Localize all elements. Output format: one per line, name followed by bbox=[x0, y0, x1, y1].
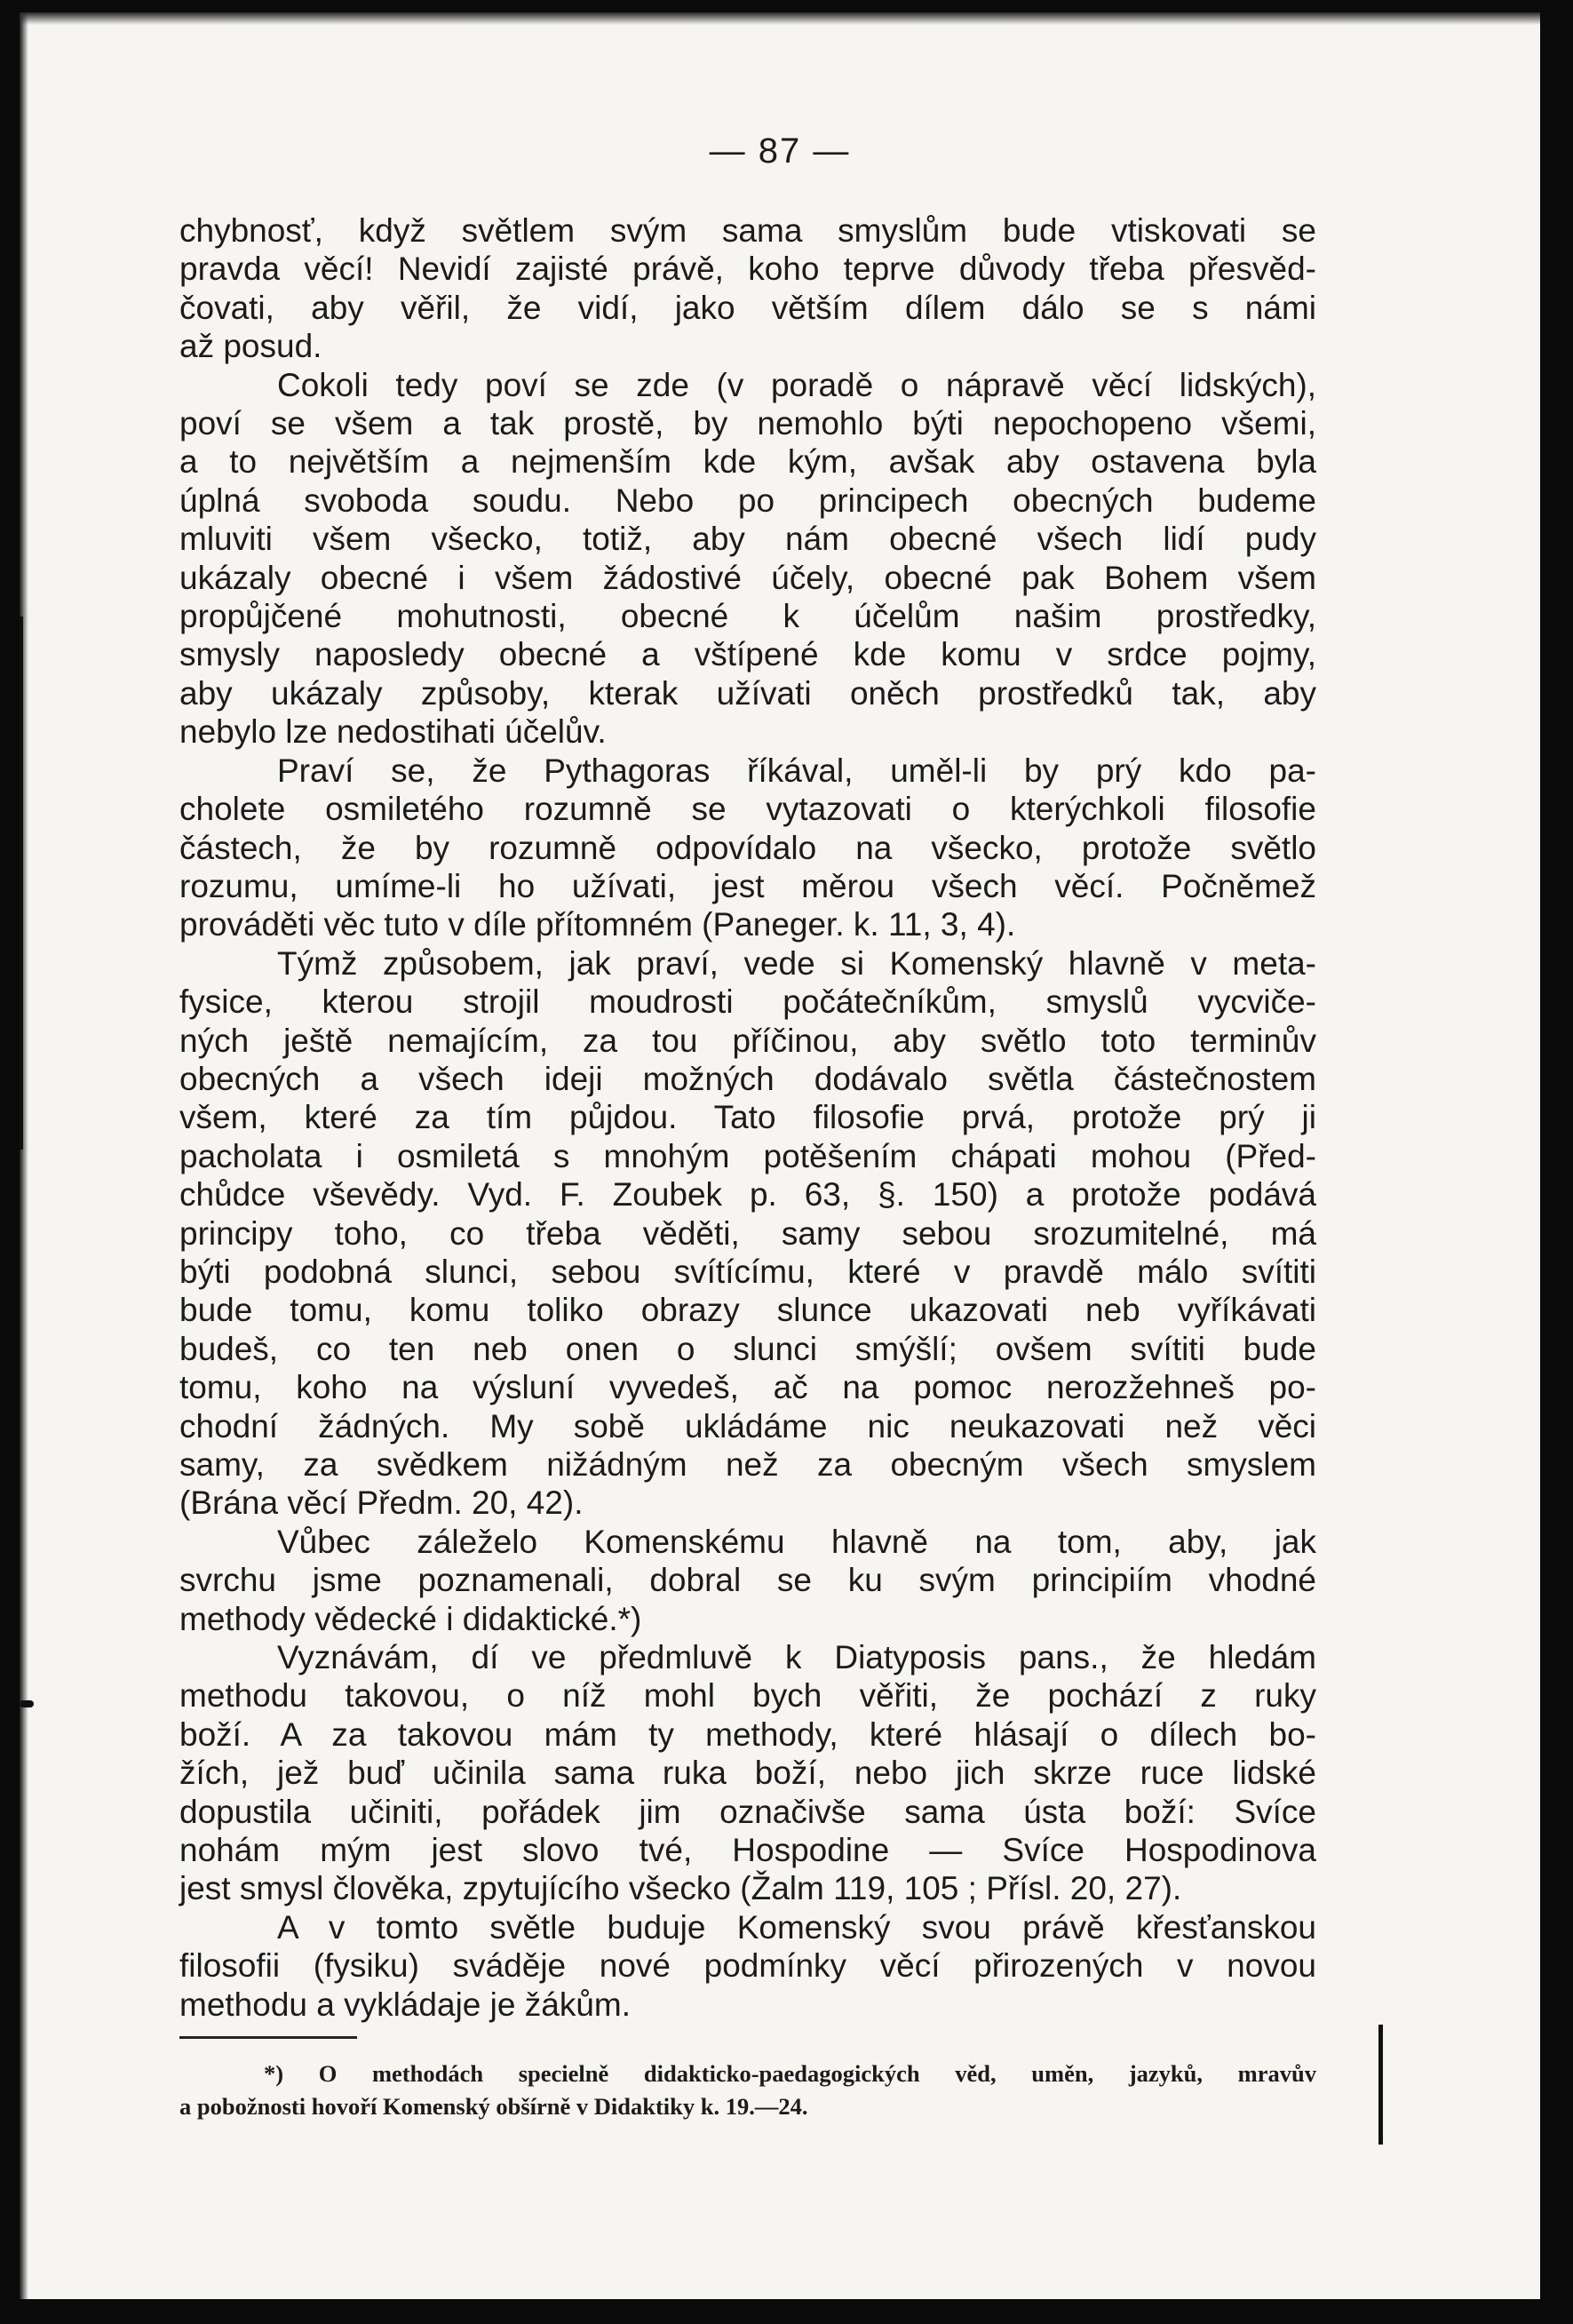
text-line: pacholata i osmiletá s mnohým potěšením chápati mohou (Před- bbox=[179, 1137, 1316, 1174]
scan-shadow-left bbox=[20, 12, 28, 2299]
text-line: částech, že by rozumně odpovídalo na všecko, protože světlo bbox=[179, 829, 1316, 866]
text-line: aby ukázaly způsoby, kterak užívati oněch prostředků tak, aby bbox=[179, 674, 1316, 712]
text-line: tomu, koho na výsluní vyvedeš, ač na pomoc nerozžehneš po- bbox=[179, 1369, 1316, 1406]
text-line: obecných a všech ideji možných dodávalo světla částečnostem bbox=[179, 1060, 1316, 1097]
text-line: smysly naposledy obecné a vštípené kde komu v srdce pojmy, bbox=[179, 636, 1316, 673]
footnote bbox=[179, 2057, 1316, 2123]
text-line: a to největším a nejmenším kde kým, avšak aby ostavena byla bbox=[179, 443, 1316, 481]
text-line: filosofii (fysiku) sváděje nové podmínky věcí přirozených v novou bbox=[179, 1947, 1316, 1985]
text-line: prováděti věc tuto v díle přítomném (Paneger. k. 11, 3, 4). bbox=[179, 906, 1016, 943]
text-line: methody vědecké i didaktické.*) bbox=[179, 1600, 642, 1637]
text-line: nohám mým jest slovo tvé, Hospodine — Svíce Hospodinova bbox=[179, 1832, 1316, 1869]
text-line: všem, které za tím půjdou. Tato filosofie prvá, protože prý ji bbox=[179, 1099, 1316, 1136]
text-line: Praví se, že Pythagoras říkával, uměl-li by prý kdo pa- bbox=[277, 752, 1316, 789]
margin-mark-right bbox=[1378, 2025, 1383, 2145]
text-line: boží. A za takovou mám ty methody, které hlásají o dílech bo- bbox=[179, 1715, 1316, 1753]
footnote-line: a pobožnosti hovoří Komenský obšírně v Didaktiky k. 19.—24. bbox=[179, 2093, 808, 2120]
text-line: žích, jež buď učinila sama ruka boží, nebo jich skrze ruce lidské bbox=[179, 1755, 1316, 1792]
text-line: ukázaly obecné i všem žádostivé účely, obecné pak Bohem všem bbox=[179, 559, 1316, 596]
text-line: Vyznávám, dí ve předmluvě k Diatyposis pans., že hledám bbox=[277, 1639, 1316, 1676]
text-line: cholete osmiletého rozumně se vytazovati o kterýchkoli filosofie bbox=[179, 791, 1316, 828]
footnote-line: *) O methodách specielně didakticko-paedagogických věd, uměn, jazyků, mravův bbox=[264, 2060, 1316, 2087]
text-line: rozumu, umíme-li ho užívati, jest měrou všech věcí. Počněmež bbox=[179, 867, 1316, 904]
scan-shadow-top bbox=[20, 12, 1540, 25]
text-line: poví se všem a tak prostě, by nemohlo býti nepochopeno všemi, bbox=[179, 405, 1316, 442]
margin-mark-left bbox=[20, 617, 23, 1150]
book-page bbox=[20, 12, 1540, 2299]
text-line: Vůbec záleželo Komenskému hlavně na tom, aby, jak bbox=[277, 1523, 1316, 1560]
text-line: býti podobná slunci, sebou svítícímu, které v pravdě málo svítiti bbox=[179, 1253, 1316, 1290]
text-line: propůjčené mohutnosti, obecné k účelům našim prostředky, bbox=[179, 598, 1316, 635]
text-line: mluviti všem všecko, totiž, aby nám obecné všech lidí pudy bbox=[179, 521, 1316, 558]
text-line: Týmž způsobem, jak praví, vede si Komenský hlavně v meta- bbox=[277, 944, 1316, 982]
margin-mark-arrow bbox=[20, 1700, 34, 1707]
text-line: úplná svoboda soudu. Nebo po principech obecných budeme bbox=[179, 482, 1316, 519]
text-line: pravda věcí! Nevidí zajisté právě, koho teprve důvody třeba přesvěd- bbox=[179, 251, 1316, 288]
body-text bbox=[179, 211, 1316, 2024]
text-line: A v tomto světle buduje Komenský svou právě křesťanskou bbox=[277, 1908, 1316, 1946]
text-line: methodu takovou, o níž mohl bych věřiti, že pochází z ruky bbox=[179, 1677, 1316, 1715]
text-line: chybnosť, když světlem svým sama smyslům bude vtiskovati se bbox=[179, 212, 1316, 249]
page-number: — 87 — bbox=[709, 131, 851, 171]
text-line: fysice, kterou strojil moudrosti počátečníkům, smyslů vycviče- bbox=[179, 983, 1316, 1021]
text-line: chůdce vševědy. Vyd. F. Zoubek p. 63, §. 150) a protože podává bbox=[179, 1176, 1316, 1214]
text-line: budeš, co ten neb onen o slunci smýšlí; ovšem svítiti bude bbox=[179, 1330, 1316, 1367]
text-line: principy toho, co třeba věděti, samy sebou srozumitelné, má bbox=[179, 1214, 1316, 1252]
text-line: ných ještě nemajícím, za tou příčinou, aby světlo toto terminův bbox=[179, 1022, 1316, 1059]
text-line: dopustila učiniti, pořádek jim označivše sama ústa boží: Svíce bbox=[179, 1793, 1316, 1830]
text-line: Cokoli tedy poví se zde (v poradě o nápravě věcí lidských), bbox=[277, 366, 1316, 403]
text-line: chodní žádných. My sobě ukládáme nic neukazovati než věci bbox=[179, 1407, 1316, 1445]
text-line: nebylo lze nedostihati účelův. bbox=[179, 713, 607, 751]
text-line: bude tomu, komu toliko obrazy slunce ukazovati neb vyříkávati bbox=[179, 1292, 1316, 1329]
text-line: čovati, aby věřil, že vidí, jako větším dílem dálo se s námi bbox=[179, 289, 1316, 326]
text-line: samy, za svědkem nižádným než za obecným všech smyslem bbox=[179, 1446, 1316, 1483]
text-line: (Brána věcí Předm. 20, 42). bbox=[179, 1484, 584, 1522]
text-line: methodu a vykládaje je žákům. bbox=[179, 1986, 631, 2023]
text-line: až posud. bbox=[179, 328, 322, 365]
footnote-divider bbox=[179, 2036, 357, 2039]
text-line: svrchu jsme poznamenali, dobral se ku svým principiím vhodné bbox=[179, 1562, 1316, 1599]
text-line: jest smysl člověka, zpytujícího všecko (Žalm 119, 105 ; Přísl. 20, 27). bbox=[179, 1870, 1182, 1907]
